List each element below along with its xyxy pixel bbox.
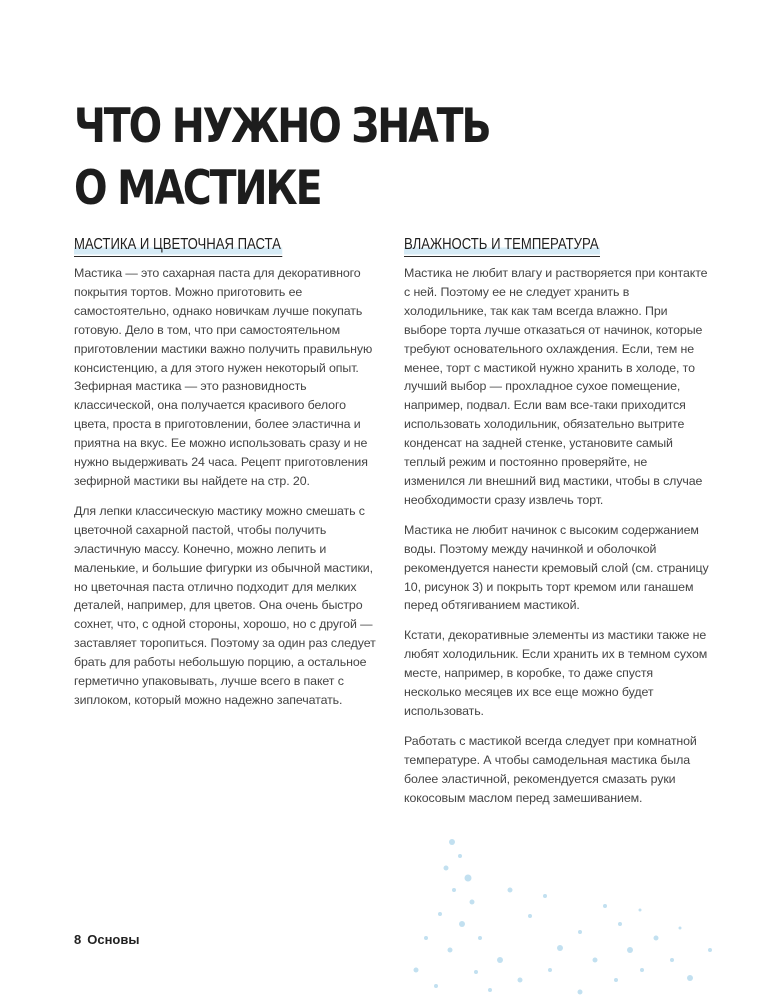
right-column [404, 235, 710, 818]
decorative-sparkles [380, 820, 760, 1000]
page-footer [74, 932, 145, 947]
section-heading-mastic-paste: МАСТИКА И ЦВЕТОЧНАЯ ПАСТА [74, 235, 283, 257]
section-heading-humidity-temperature: ВЛАЖНОСТЬ И ТЕМПЕРАТУРА [404, 235, 600, 257]
paragraph: Мастика не любит начинок с высоким содержанием воды. Поэтому между начинкой и оболочкой рекомендуется нанести кремовый слой (см. страницу 10, рисунок 3) и покрыть торт кремом или ганашем перед обтягиванием мастикой. [404, 522, 709, 613]
page-title [74, 96, 494, 220]
paragraph: Мастика не любит влагу и растворяется при контакте с ней. Поэтому ее не следует хранить в холодильнике, так как там всегда влажно. При выборе торта лучше отказаться от начинок, которые требуют основательного охлаждения. Если, тем не менее, торт с мастикой нужно хранить в холоде, то лучший выбор — прохладное сухое помещение, например, подвал. Если вам все-таки приходится использовать холодильник, обязательно вытрите конденсат на задней стенке, установите самый теплый режим и постоянно проверяйте, не изменился ли внешний вид мастики, чтобы в случае необходимости сразу извлечь торт. [404, 266, 708, 507]
paragraph: Мастика — это сахарная паста для декоративного покрытия тортов. Можно приготовить ее самостоятельно, однако новичкам лучше покупать готовую. Дело в том, что при самостоятельном приготовлении мастики важно получить правильную консистенцию, а для этого нужен некоторый опыт. Зефирная мастика — это разновидность классической, она получается красивого белого цвета, проста в приготовлении, более эластична и приятна на вкус. Ее можно использовать сразу и не нужно выдерживать 24 часа. Рецепт приготовления зефирной мастики вы найдете на стр. 20. [74, 266, 373, 488]
page-number: 8 [74, 932, 82, 947]
left-column [74, 235, 380, 721]
paragraph: Кстати, декоративные элементы из мастики также не любят холодильник. Если хранить их в темном сухом месте, например, в коробке, то даже спустя несколько месяцев их все еще можно будет использовать. [404, 628, 708, 718]
page-title-line-1: ЧТО НУЖНО ЗНАТЬ [74, 99, 490, 154]
section-name: Основы [87, 932, 140, 947]
paragraph: Работать с мастикой всегда следует при комнатной температуре. А чтобы самодельная мастика была более эластичной, рекомендуется смазать руки кокосовым маслом перед замешиванием. [404, 733, 697, 805]
page-title-line-2: О МАСТИКЕ [74, 161, 321, 216]
paragraph: Для лепки классическую мастику можно смешать с цветочной сахарной пастой, чтобы получить эластичную массу. Конечно, можно лепить и маленькие, и большие фигурки из обычной мастики, но цветочная паста отлично подходит для мелких деталей, например, для цветов. Она очень быстро сохнет, что, с одной стороны, хорошо, но с другой — заставляет торопиться. Поэтому за один раз следует брать для работы небольшую порцию, а остальное герметично упаковывать, лучше всего в пакет с зиплоком, который можно надежно запечатать. [74, 503, 376, 707]
